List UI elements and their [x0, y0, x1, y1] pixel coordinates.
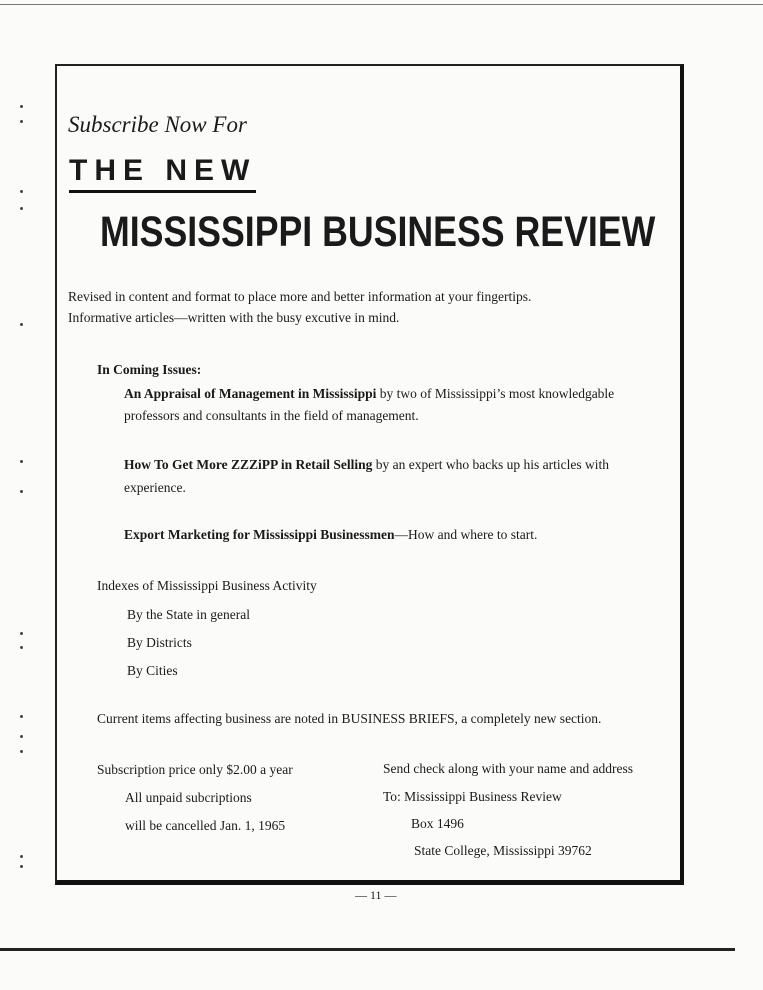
index-item: By the State in general [127, 607, 250, 622]
intro-line-1: Revised in content and format to place more and better information at your fingertips. [68, 289, 532, 304]
indexes-heading: Indexes of Mississippi Business Activity [97, 578, 317, 593]
article-2-rest: by an expert who backs up his articles with [372, 457, 609, 472]
article-2-title: How To Get More ZZZiPP in Retail Selling [124, 457, 373, 472]
margin-specks [16, 90, 26, 890]
unpaid-notice-line-1: All unpaid subcriptions [125, 790, 252, 805]
address-to-line: To: Mississippi Business Review [383, 789, 562, 804]
article-3-rest: —How and where to start. [394, 527, 538, 542]
unpaid-notice-line-2: will be cancelled Jan. 1, 1965 [125, 818, 286, 833]
send-check-line: Send check along with your name and address [383, 761, 634, 776]
top-rule [0, 4, 763, 5]
subscription-price: Subscription price only $2.00 a year [97, 762, 293, 777]
article-2-line-1 [124, 457, 609, 473]
index-item: By Districts [127, 635, 192, 650]
article-1-line-2: professors and consultants in the field of management. [124, 408, 419, 423]
article-2-line-2: experience. [124, 480, 186, 495]
address-city-line: State College, Mississippi 39762 [414, 843, 592, 858]
index-item: By Cities [127, 663, 178, 678]
business-briefs-line: Current items affecting business are noted in BUSINESS BRIEFS, a completely new section. [97, 711, 602, 726]
page-number: — 11 — [355, 888, 397, 902]
article-1-title: An Appraisal of Management in Mississippi [124, 386, 377, 401]
article-1-rest: by two of Mississippi’s most knowledgable [376, 386, 615, 401]
article-3-line [124, 527, 537, 543]
the-new-heading: THE NEW [69, 154, 256, 193]
masthead-title: MISSISSIPPI BUSINESS REVIEW [100, 208, 656, 256]
intro-line-2: Informative articles—written with the busy excutive in mind. [68, 310, 400, 325]
bottom-rule [0, 948, 735, 951]
subscribe-line: Subscribe Now For [68, 112, 247, 137]
address-box-line: Box 1496 [411, 816, 464, 831]
article-3-title: Export Marketing for Mississippi Businessmen [124, 527, 395, 542]
coming-issues-heading: In Coming Issues: [97, 362, 202, 377]
article-1-line-1 [124, 386, 614, 402]
